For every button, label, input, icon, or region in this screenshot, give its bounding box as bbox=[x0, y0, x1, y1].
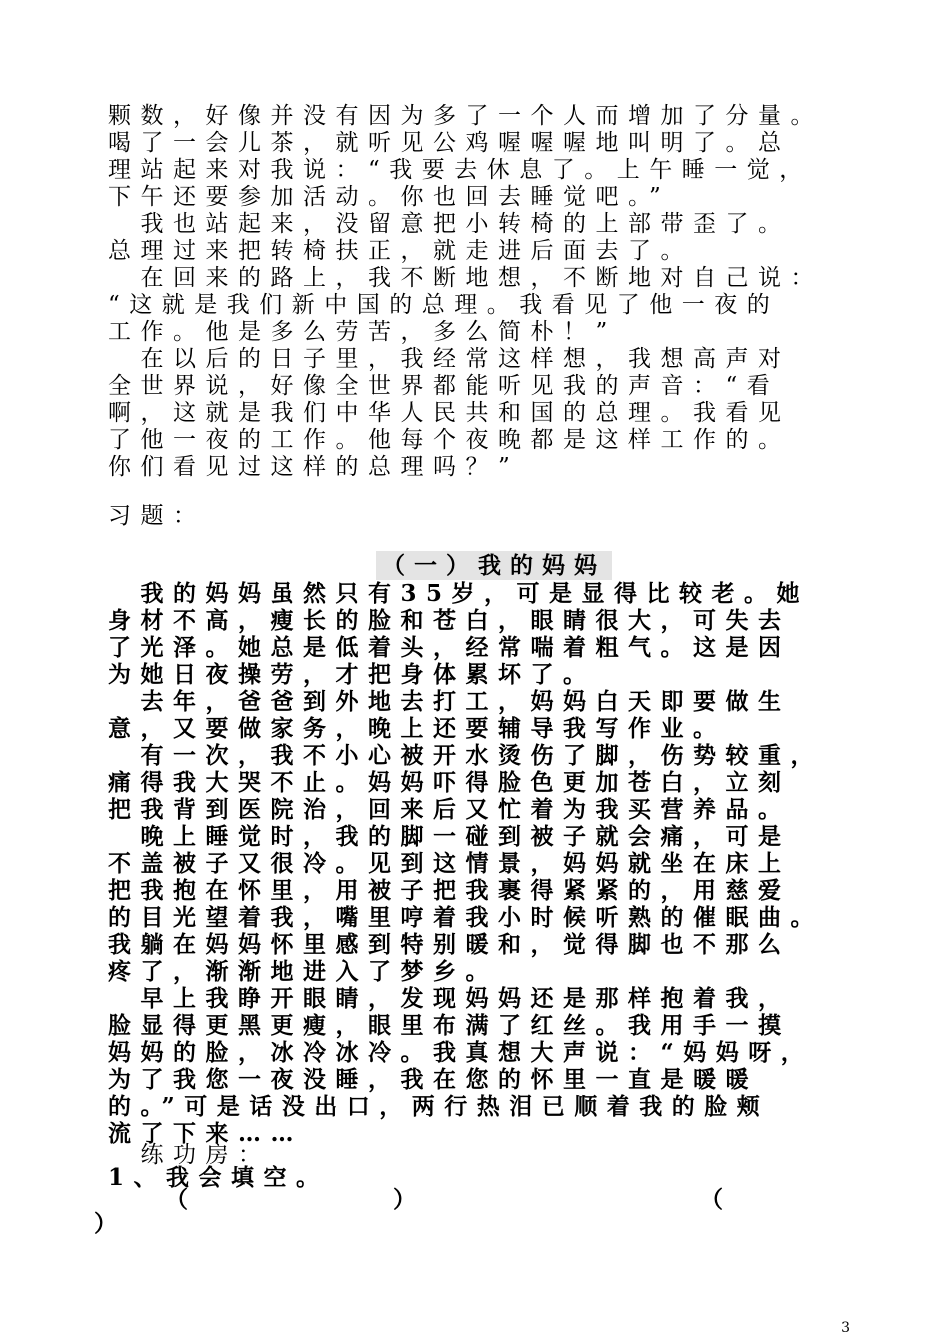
text-line: 流了下来…… bbox=[108, 1120, 303, 1147]
text-line: 工作。他是多么劳苦，多么简朴！” bbox=[108, 319, 617, 345]
text-line: 全世界说，好像全世界都能听见我的声音：“看 bbox=[108, 373, 780, 399]
text-line: 为了我您一夜没睡，我在您的怀里一直是暖暖 bbox=[108, 1066, 758, 1093]
blank-close-2: ） bbox=[94, 1210, 117, 1237]
text-line: 去年，爸爸到外地去打工，妈妈白天即要做生 bbox=[108, 688, 791, 715]
text-line: 我也站起来，没留意把小转椅的上部带歪了。 bbox=[108, 211, 791, 237]
text-line: 喝了一会儿茶，就听见公鸡喔喔喔地叫明了。总 bbox=[108, 130, 791, 156]
practice-item-1: 1、我会填空。 bbox=[108, 1164, 329, 1191]
page-number: 3 bbox=[841, 1320, 850, 1336]
text-line: 有一次，我不小心被开水烫伤了脚，伤势较重， bbox=[108, 742, 823, 769]
exercise-label: 习题： bbox=[108, 503, 206, 529]
text-line: 疼了，渐渐地进入了梦乡。 bbox=[108, 958, 498, 985]
text-line: 我躺在妈妈怀里感到特别暖和，觉得脚也不那么 bbox=[108, 931, 791, 958]
text-line: 在以后的日子里，我经常这样想，我想高声对 bbox=[108, 346, 791, 372]
section-title: （一）我的妈妈 bbox=[376, 551, 612, 580]
text-line: 脸显得更黑更瘦，眼里布满了红丝。我用手一摸 bbox=[108, 1012, 791, 1039]
blank-close-1: ） bbox=[393, 1186, 416, 1213]
text-line: 理站起来对我说：“我要去休息了。上午睡一觉， bbox=[108, 157, 812, 183]
text-line: 啊，这就是我们中华人民共和国的总理。我看见 bbox=[108, 400, 791, 426]
text-line: 总理过来把转椅扶正，就走进后面去了。 bbox=[108, 238, 693, 264]
text-line: 我的妈妈虽然只有35岁，可是显得比较老。她 bbox=[108, 580, 810, 607]
text-line: 的。”可是话没出口，两行热泪已顺着我的脸颊 bbox=[108, 1093, 770, 1120]
text-line: 了他一夜的工作。他每个夜晚都是这样工作的。 bbox=[108, 427, 791, 453]
text-line: 颗数，好像并没有因为多了一个人而增加了分量。 bbox=[108, 103, 823, 129]
text-line: 意，又要做家务，晚上还要辅导我写作业。 bbox=[108, 715, 726, 742]
text-line: 早上我睁开眼睛，发现妈妈还是那样抱着我， bbox=[108, 985, 791, 1012]
text-line: 把我抱在怀里，用被子把我裹得紧紧的，用慈爱 bbox=[108, 877, 791, 904]
practice-heading: 练功房： bbox=[108, 1142, 271, 1168]
text-line: 把我背到医院治，回来后又忙着为我买营养品。 bbox=[108, 796, 791, 823]
text-line: 晚上睡觉时，我的脚一碰到被子就会痛，可是 bbox=[108, 823, 791, 850]
text-line: 下午还要参加活动。你也回去睡觉吧。” bbox=[108, 184, 671, 210]
text-line: 在回来的路上，我不断地想，不断地对自己说： bbox=[108, 265, 823, 291]
text-line: 了光泽。她总是低着头，经常喘着粗气。这是因 bbox=[108, 634, 791, 661]
text-line: “这就是我们新中国的总理。我看见了他一夜的 bbox=[108, 292, 780, 318]
text-line: 的目光望着我，嘴里哼着我小时候听熟的催眠曲。 bbox=[108, 904, 823, 931]
blank-open-1: （ bbox=[165, 1186, 188, 1213]
text-line: 痛得我大哭不止。妈妈吓得脸色更加苍白，立刻 bbox=[108, 769, 791, 796]
text-line: 身材不高，瘦长的脸和苍白，眼睛很大，可失去 bbox=[108, 607, 791, 634]
text-line: 妈妈的脸，冰冷冰冷。我真想大声说：“妈妈呀， bbox=[108, 1039, 814, 1066]
text-line: 为她日夜操劳，才把身体累坏了。 bbox=[108, 661, 596, 688]
text-line: 不盖被子又很冷。见到这情景，妈妈就坐在床上 bbox=[108, 850, 791, 877]
blank-open-2: （ bbox=[700, 1186, 723, 1213]
text-line: 你们看见过这样的总理吗？” bbox=[108, 454, 520, 480]
